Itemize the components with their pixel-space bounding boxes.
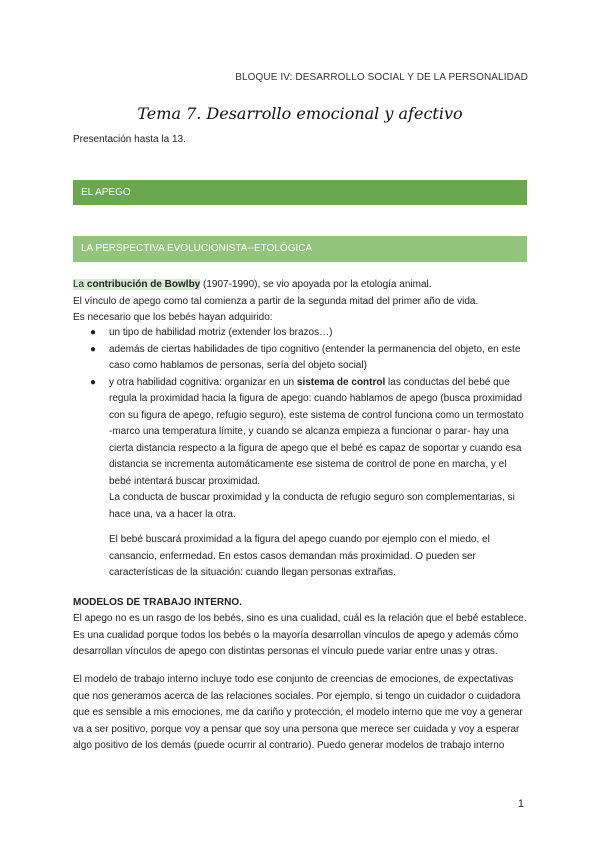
- list-item: [73, 375, 529, 491]
- page-title: Tema 7. Desarrollo emocional y afectivo: [137, 104, 463, 123]
- modelos-heading: [73, 595, 529, 612]
- paragraph-modelos-2: El modelo de trabajo interno incluye todo ese conjunto de creencias de emociones, de expectativas que nos generamos acerca de las relaciones sociales. Por ejemplo, si tengo un cuidador o cuidadora que es sensible a mis emociones, me da cariño y protección, el modelo interno que me voy a generar va a ser positivo, porque voy a pensar que soy una persona que merece ser cuidada y voy a esperar algo positivo de los demás (puede ocurrir al contrario). Puedo generar modelos de trabajo interno: [73, 674, 523, 751]
- bold-heading: MODELOS DE TRABAJO INTERNO.: [73, 597, 242, 608]
- bullet-list: [73, 325, 529, 582]
- list-item: [73, 325, 529, 342]
- bullet-icon: ●: [90, 343, 97, 355]
- list-item: [73, 342, 529, 375]
- bullet-icon: ●: [90, 327, 97, 338]
- bold-term: contribución de Bowlby: [86, 279, 201, 290]
- text-span: (1907-1990), se vio apoyada por la etología animal.: [200, 279, 432, 290]
- text-span: las conductas del bebé que regula la proximidad hacia la figura de apego: cuando hablamos de apego (busca proximidad con su figura de apego, refugio seguro), este sistema de control funciona como un termostato -marco una temperatura límite, y cuando se alcanza empieza a funcionar o parar- hay una cierta distancia respecto a la figura de apego que el bebé es capaz de soportar y cuando esa distancia se incrementa automáticamente ese sistema de control de pone en marcha, y el bebé intentará buscar proximidad.: [109, 376, 524, 487]
- paragraph-bowlby: [73, 277, 529, 327]
- section-heading-apego: EL APEGO: [73, 180, 527, 205]
- continuation-paragraph: El bebé buscará proximidad a la figura del apego cuando por ejemplo con el miedo, el cansancio, enfermedad. En estos casos demandan más proximidad. O pueden ser características de la situación: cuando llegan personas extrañas.: [109, 534, 490, 578]
- page-number: 1: [517, 798, 524, 810]
- paragraph-vinculo: El vínculo de apego como tal comienza a partir de la segunda mitad del primer año de vida.: [73, 295, 479, 307]
- page-header: BLOQUE IV: DESARROLLO SOCIAL Y DE LA PERSONALIDAD: [235, 72, 528, 83]
- text-span: y otra habilidad cognitiva: organizar en un: [109, 376, 297, 388]
- list-item-text: además de ciertas habilidades de tipo cognitivo (entender la permanencia del objeto, en este caso como hablamos de personas, sería del objeto social): [109, 343, 521, 371]
- list-item-text: un tipo de habilidad motriz (extender los brazos…): [109, 327, 333, 338]
- bold-term: sistema de control: [296, 376, 386, 388]
- intro-note: Presentación hasta la 13.: [73, 134, 186, 145]
- highlight-span: [73, 279, 200, 290]
- bullet-icon: ●: [90, 376, 97, 388]
- list-item-text: [109, 375, 529, 491]
- section-heading-perspectiva: LA PERSPECTIVA EVOLUCIONISTA--ETOLÓGICA: [73, 236, 527, 262]
- paragraph-necesario: Es necesario que los bebés hayan adquirido:: [73, 312, 273, 323]
- continuation-paragraph: La conducta de buscar proximidad y la conducta de refugio seguro son complementarias, si hace una, va a hacer la otra.: [109, 492, 515, 520]
- paragraph-modelos-1: El apego no es un rasgo de los bebés, sino es una cualidad, cuál es la relación que el bebé establece. Es una cualidad porque todos los bebés o la mayoría desarrollan vínculos de apego y además cómo desarrollan vínculos de apego con distintas personas el vínculo puede variar entre unas y otras.: [73, 613, 527, 657]
- text-span: La: [73, 279, 87, 290]
